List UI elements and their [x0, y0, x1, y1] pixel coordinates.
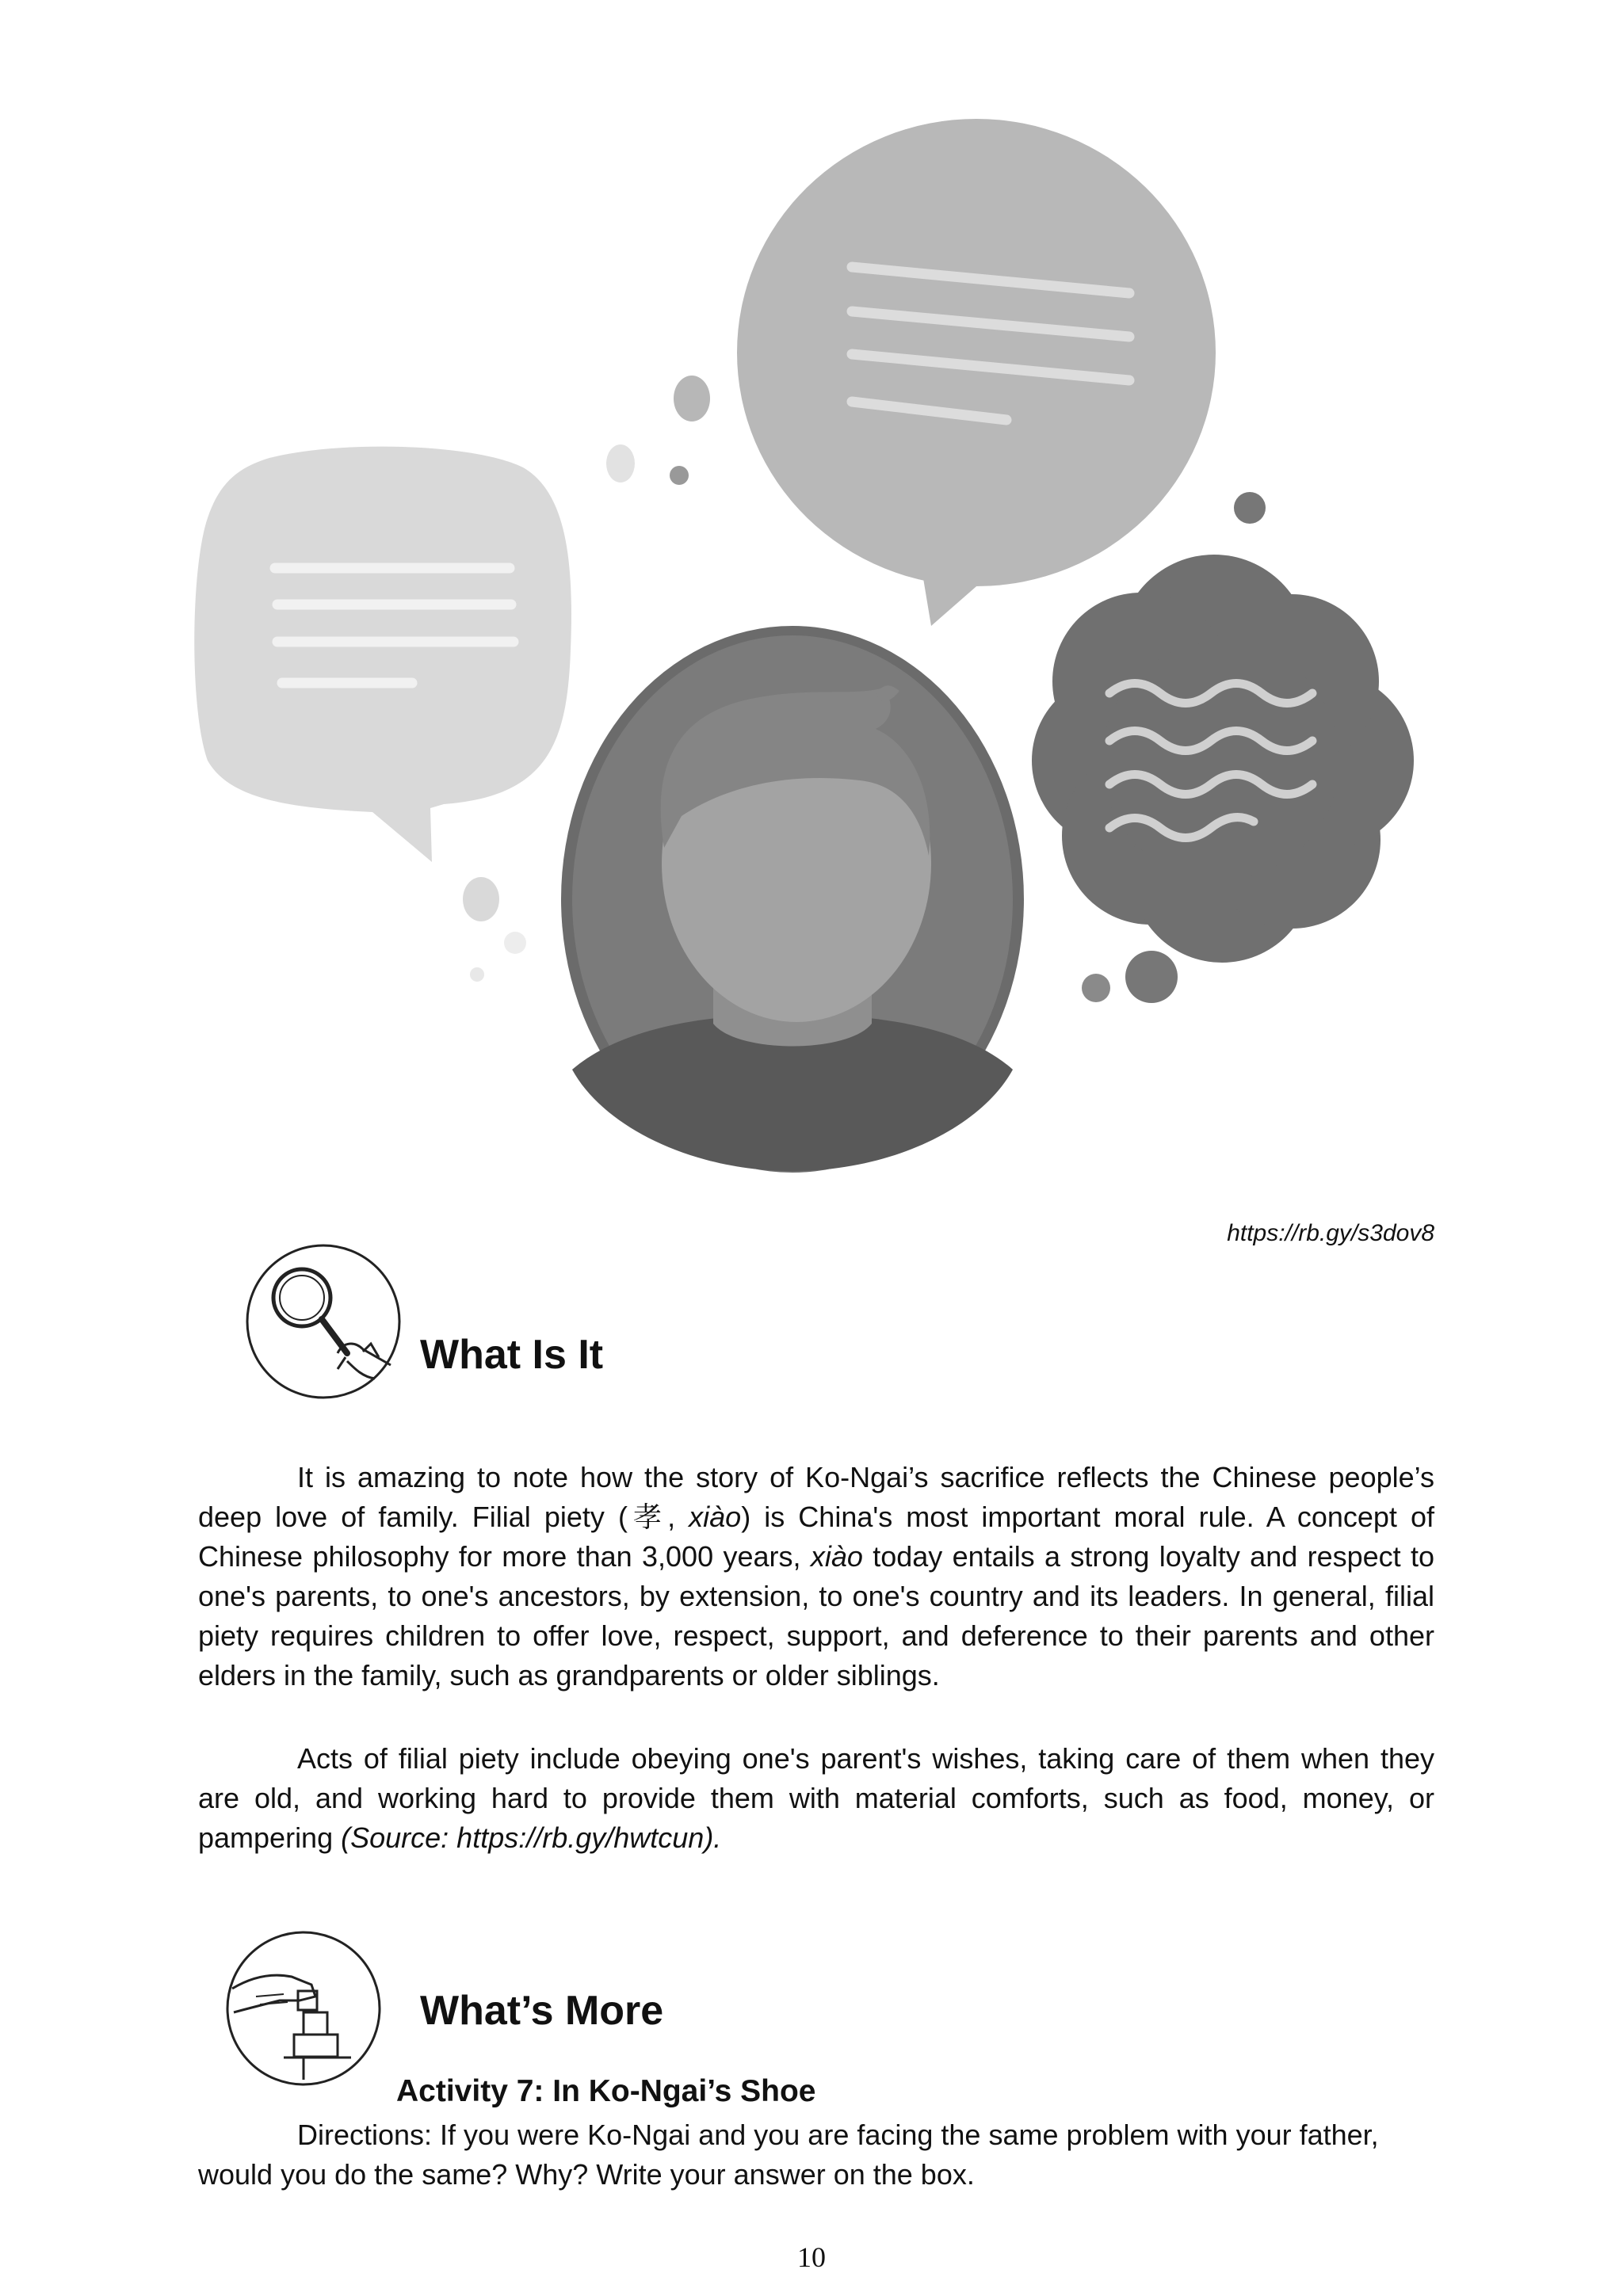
text-segment: today entails a strong loyalty and respect to one's parents, to one's ancestors, by extension, to one's country and its leaders. In general, filial piety requires children to offer love, respect, support, and deference to their parents and other elders in the family, such as grandparents or older siblings. — [198, 1540, 1434, 1691]
person-avatar-icon — [561, 626, 1024, 1173]
section-title-what-is-it: What Is It — [420, 1332, 604, 1378]
section-title-whats-more: What’s More — [420, 1988, 664, 2034]
decor-dot — [606, 444, 635, 482]
decor-dot — [504, 932, 526, 954]
directions-text — [198, 2115, 1434, 2195]
paragraph-acts-of-filial-piety — [198, 1739, 1434, 1858]
magnifying-glass-icon — [244, 1242, 403, 1401]
decor-dot — [674, 376, 710, 421]
page-number: 10 — [797, 2241, 826, 2273]
speech-bubble-icon — [737, 119, 1216, 626]
term-xiao: xiào — [810, 1540, 863, 1573]
source-citation: (Source: https://rb.gy/hwtcun). — [341, 1821, 722, 1854]
directions-body: Directions: If you were Ko-Ngai and you are facing the same problem with your father, would you do the same? Why? Write your answer on the box. — [198, 2119, 1379, 2191]
paragraph-filial-piety — [198, 1458, 1434, 1695]
speech-bubble-icon — [194, 447, 571, 862]
decor-dot — [463, 877, 499, 921]
decor-dot — [1082, 974, 1110, 1002]
activity-title: Activity 7: In Ko-Ngai’s Shoe — [396, 2074, 816, 2108]
image-credit[interactable]: https://rb.gy/s3dov8 — [1227, 1220, 1434, 1246]
thought-cloud-icon — [1032, 555, 1414, 963]
decor-dot — [470, 967, 484, 982]
decor-dot — [670, 466, 689, 485]
term-xiao: xiào — [689, 1501, 742, 1533]
text-segment: Acts of filial piety include obeying one's parent's wishes, taking care of them when they are old, and working hard to provide them with material comforts, such as food, money, or pampering — [198, 1742, 1434, 1854]
text-segment: ) is China's most important moral rule. A concept of Chinese philosophy for more than 3,000 years, — [198, 1501, 1434, 1573]
text-segment: It is amazing to note how the story of Ko-Ngai’s sacrifice reflects the Chinese people’s deep love of family. Filial piety (孝, — [198, 1461, 1434, 1533]
hand-stacking-blocks-icon — [224, 1929, 383, 2088]
decor-dot — [1125, 951, 1178, 1003]
decor-dot — [1234, 492, 1266, 524]
